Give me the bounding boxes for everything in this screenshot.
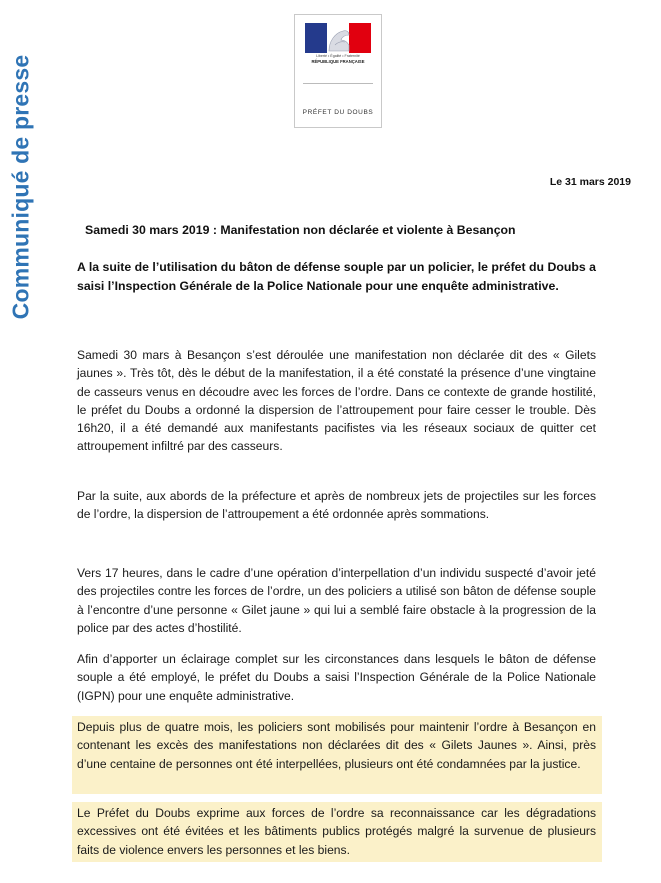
highlighted-paragraph-1: Depuis plus de quatre mois, les policiers sont mobilisés pour maintenir l’ordre à Besançon en contenant les excès des manifestations non déclarées dit des « Gilets Jaunes ». Ainsi, près d’une centaine de personnes ont été interpellées, plusieurs ont été condamnées par la justice. [77,720,596,771]
press-release-vertical-title [6,42,36,332]
body-paragraph-4: Afin d’apporter un éclairage complet sur les circonstances dans lesquels le bâton de défense souple a été employé, le préfet du Doubs a saisi l’Inspection Générale de la Police Nationale (IGPN) pour une enquête administrative. [77,652,596,703]
lead-paragraph: A la suite de l’utilisation du bâton de défense souple par un policier, le préfet du Doubs a saisi l’Inspection Générale de la Police Nationale pour une enquête administrative. [77,260,596,293]
prefecture-logo [294,14,382,128]
body-paragraph-3: Vers 17 heures, dans le cadre d’une opération d’interpellation d’un individu suspecté d’avoir jeté des projectiles contre les forces de l’ordre, un des policiers a utilisé son bâton de défense souple à l’encontre d’une personne « Gilet jaune » qui lui a semblé faire obstacle à la progression de la police par des actes d’hostilité. [77,566,596,635]
republic-name: RÉPUBLIQUE FRANÇAISE [311,59,365,64]
body-paragraph-1: Samedi 30 mars à Besançon s’est déroulée une manifestation non déclarée dit des « Gilets jaunes ». Très tôt, dès le début de la manifestation, il a été constaté la présence d’une vingtaine de casseurs venus en découdre avec les forces de l’ordre. Dans ce contexte de grande hostilité, le préfet du Doubs a ordonné la dispersion de l’attroupement pour faire cesser le trouble. Dès 16h20, il a été demandé aux manifestants pacifistes via les réseaux sociaux de quitter cet attroupement infiltré par des casseurs. [77,348,596,454]
marianne-emblem [305,23,371,63]
headline: Samedi 30 mars 2019 : Manifestation non déclarée et violente à Besançon [85,223,516,237]
flag-marianne-icon [305,23,371,53]
prefecture-name: PRÉFET DU DOUBS [302,109,374,116]
highlighted-paragraph-2: Le Préfet du Doubs exprime aux forces de l’ordre sa reconnaissance car les dégradations excessives ont été évitées et les bâtiments publics protégés malgré la survenue de plusieurs faits de violence envers les personnes et les biens. [77,806,596,857]
press-release-label: Communiqué de presse [7,54,34,320]
body-paragraph-2: Par la suite, aux abords de la préfecture et après de nombreux jets de projectiles sur les forces de l’ordre, la dispersion de l’attroupement a été ordonnée après sommations. [77,489,596,522]
republic-motto: Liberté • Égalité • Fraternité [316,54,360,58]
logo-divider [303,83,373,84]
release-date: Le 31 mars 2019 [549,176,631,188]
